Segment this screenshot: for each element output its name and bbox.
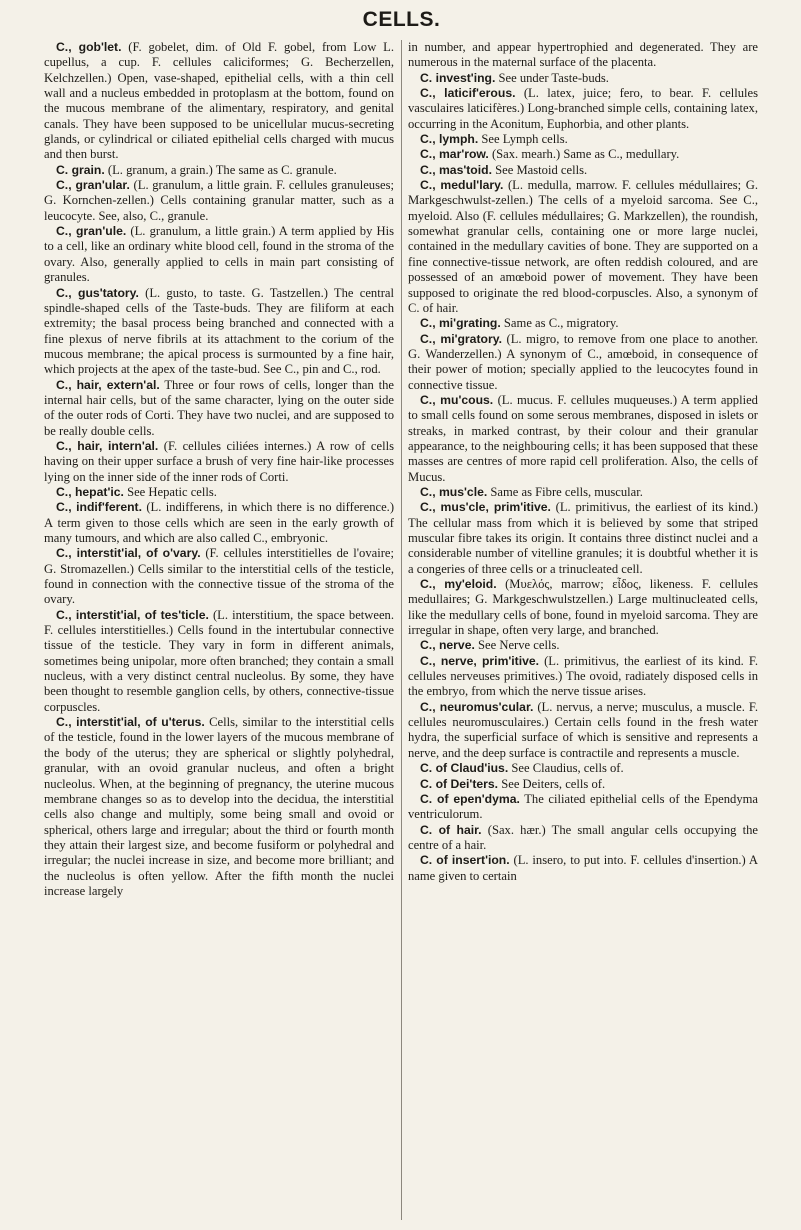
entry-definition: (L. primitivus, the earliest of its kind. F. cellules nerveuses primitives.) The ovoid, radiately disposed cells in the embryo, from which the nerve tissue arises. <box>408 653 758 699</box>
entry-headword: C. of Dei'ters. <box>420 776 499 791</box>
entry-headword: C., gran'ular. <box>56 178 130 193</box>
entry-headword: C., nerve, prim'itive. <box>420 653 540 668</box>
entry-headword: C., gus'tatory. <box>56 285 139 300</box>
entry-definition: (F. cellules interstitielles de l'ovaire; G. Stromazellen.) Cells similar to the interstitial cells of the testicle, found in connection with the connective tissue of the stroma of the ovary. <box>44 546 394 607</box>
dictionary-entry <box>408 777 758 792</box>
entry-headword: C. of insert'ion. <box>420 853 510 868</box>
entry-definition: (L. nervus, a nerve; musculus, a muscle. F. cellules neuromusculaires.) Certain cells found in the fresh water hydra, the superficial surface of which is sensitive and represents a nerve, and the deep surface is contractile and represents a muscle. <box>408 699 758 760</box>
dictionary-entry <box>44 286 394 378</box>
dictionary-entry <box>44 40 394 163</box>
entry-definition: See Hepatic cells. <box>123 484 217 499</box>
entry-headword: C., mi'gratory. <box>420 331 502 346</box>
dictionary-entry <box>408 393 758 485</box>
entry-headword: C., gob'let. <box>56 40 122 54</box>
entry-definition: Cells, similar to the interstitial cells of the testicle, found in the lower layers of the mucous membrane of the body of the uterus; they are spherical or slightly polyhedral, granular, with an ovoid granular nucleus, and often a bright nucleolus. When, at the beginning of pregnancy, the uterine mucous membrane changes so as to develop into the decidua, the interstitial cells also change and multiply, some being small and ovoid or spherical, others large and irregular; about the third or fourth month they attain their largest size, and become fusiform or polyhedral and irregular; the nuclei increase in size, and become more brilliant; and the nucleolus is often yellow. After the fifth month the nuclei increase largely <box>44 715 395 898</box>
entry-headword: C., medul'lary. <box>420 178 504 193</box>
entry-definition: See Deiters, cells of. <box>498 776 606 791</box>
dictionary-entry <box>408 163 758 178</box>
entry-definition: Same as C., migratory. <box>500 316 619 331</box>
columns <box>44 40 759 899</box>
entry-headword: C. invest'ing. <box>420 70 496 85</box>
page-header: CELLS. <box>362 8 441 31</box>
dictionary-entry <box>44 163 394 178</box>
dictionary-entry <box>408 40 758 71</box>
entry-headword: C., lymph. <box>420 132 479 147</box>
dictionary-entry <box>408 332 758 393</box>
entry-headword: C. of epen'dyma. <box>420 791 520 806</box>
entry-definition: See Claudius, cells of. <box>508 761 624 776</box>
entry-definition: (Μυελός, marrow; εἶδος, likeness. F. cellules medullaires; G. Markgeschwulstzellen.) Large multinucleated cells, like the medullary cells of bone, found in myeloid sarcoma. They are irregular in shape, often very large, and branched. <box>408 577 758 638</box>
entry-definition: (L. latex, juice; fero, to bear. F. cellules vasculaires laticifères.) Long-branched simple cells, containing latex, occurring in the Aconitum, Euphorbia, and other plants. <box>408 86 758 131</box>
entry-headword: C., hair, intern'al. <box>56 438 159 453</box>
dictionary-entry <box>408 86 758 132</box>
entry-headword: C., my'eloid. <box>420 577 497 592</box>
dictionary-entry <box>44 439 394 485</box>
entry-definition: Same as Fibre cells, muscular. <box>487 484 643 499</box>
entry-definition: (Sax. hær.) The small angular cells occupying the centre of a hair. <box>408 822 759 852</box>
entry-headword: C., laticif'erous. <box>420 86 516 101</box>
dictionary-entry <box>408 700 758 761</box>
dictionary-entry <box>408 71 758 86</box>
dictionary-entry <box>408 761 758 776</box>
entry-headword: C., mi'grating. <box>420 316 501 331</box>
dictionary-entry <box>44 224 394 285</box>
dictionary-entry <box>408 316 758 331</box>
dictionary-entry <box>44 178 394 224</box>
right-column <box>408 40 758 899</box>
entry-headword: C., mus'cle, prim'itive. <box>420 500 551 515</box>
dictionary-entry <box>408 500 758 577</box>
dictionary-entry <box>44 378 394 439</box>
dictionary-entry <box>408 823 758 854</box>
entry-definition: See Mastoid cells. <box>491 162 588 177</box>
dictionary-entry <box>408 792 758 823</box>
entry-definition: (L. insero, to put into. F. cellules d'insertion.) A name given to certain <box>408 853 758 883</box>
entry-definition: See under Taste-buds. <box>495 70 609 85</box>
entry-definition: Three or four rows of cells, longer than the internal hair cells, but of the same character, lying on the outer side of the outer rods of Corti. They have two nuclei, and are supposed to be really double cells. <box>44 377 394 438</box>
entry-headword: C., interstit'ial, of u'terus. <box>56 715 205 730</box>
dictionary-entry <box>44 485 394 500</box>
dictionary-entry <box>408 132 758 147</box>
entry-definition: (L. granulum, a little grain.) A term applied by His to a cell, like an ordinary white blood cell, found in the stroma of the ovary. Also, generally applied to cells in main part consisting of granules. <box>44 224 395 285</box>
entry-definition: (L. granulum, a little grain. F. cellules granuleuses; G. Kornchen-zellen.) Cells containing granular matter, such as a leucocyte. See, also, C., granule. <box>44 178 394 223</box>
dictionary-entry <box>408 638 758 653</box>
dictionary-entry <box>44 546 394 607</box>
dictionary-entry <box>408 178 758 316</box>
entry-definition: (L. migro, to remove from one place to another. G. Wanderzellen.) A synonym of C., amœboid, in consequence of their power of motion; specially applied to the leucocytes found in connective tissue. <box>408 331 758 392</box>
entry-headword: C. of hair. <box>420 822 482 837</box>
dictionary-entry <box>44 715 394 899</box>
entry-headword: C., hepat'ic. <box>56 484 124 499</box>
entry-definition: See Nerve cells. <box>474 638 560 653</box>
dictionary-entry <box>44 500 394 546</box>
entry-headword: C., mar'row. <box>420 147 489 162</box>
entry-definition: (L. primitivus, the earliest of its kind.) The cellular mass from which it is believed by some that striped muscular fibre takes its origin. It contains three distinct nuclei and a considerable number of vitelline granules; it is doubtful whether it is a congeries of three cells or a trinucleated cell. <box>408 500 758 576</box>
left-column <box>44 40 394 899</box>
entry-definition: (L. granum, a grain.) The same as C. granule. <box>104 162 337 177</box>
column-divider <box>401 40 402 1220</box>
entry-headword: C., mu'cous. <box>420 392 494 407</box>
entry-definition: (F. gobelet, dim. of Old F. gobel, from Low L. cupellus, a cup. F. cellules caliciformes; G. Becherzellen, Kelchzellen.) Open, vase-shaped, epithelial cells, with a thin cell wall and a nucleus embedded in protoplasm at the bottom, found on the mucous membrane of the alimentary, respiratory, and genital canals. They have been supposed to be unicellular mucus-secreting glands, or cylindrical or ciliated epithelial cells charged with mucus and then burst. <box>44 40 394 162</box>
entry-headword: C., indif'ferent. <box>56 500 143 515</box>
dictionary-entry <box>44 608 394 715</box>
entry-headword: C., interstit'ial, of o'vary. <box>56 546 201 561</box>
dictionary-entry <box>408 147 758 162</box>
entry-definition: (L. gusto, to taste. G. Tastzellen.) The central spindle-shaped cells of the Taste-buds. They are filiform at each extremity; the basal process being branched and connected with a fine plexus of nerve fibrils at its attachment to the corium of the mucous membrane; the apical process is surmounted by a fine hair, which projects at the apex of the taste-bud. See C., pin and C., rod. <box>44 285 394 377</box>
entry-headword: C., mas'toid. <box>420 162 492 177</box>
entry-definition: (F. cellules ciliées internes.) A row of cells having on their upper surface a brush of very fine hair-like processes lying on the inner side of the inner rods of Corti. <box>44 438 394 484</box>
entry-headword: C., interstit'ial, of tes'ticle. <box>56 607 209 622</box>
dictionary-entry <box>408 485 758 500</box>
entry-headword: C., hair, extern'al. <box>56 377 160 392</box>
entry-headword: C. grain. <box>56 162 105 177</box>
entry-headword: C., nerve. <box>420 638 475 653</box>
entry-headword: C., gran'ule. <box>56 224 127 239</box>
entry-headword: C., neuromus'cular. <box>420 699 534 714</box>
entry-definition: (Sax. mearh.) Same as C., medullary. <box>488 147 680 162</box>
entry-headword: C. of Claud'ius. <box>420 761 509 776</box>
entry-definition: The ciliated epithelial cells of the Ependyma ventriculorum. <box>408 791 759 822</box>
dictionary-entry <box>408 853 758 884</box>
entry-definition: (L. medulla, marrow. F. cellules médullaires; G. Markgeschwulst-zellen.) The cells of a myeloid sarcoma. See C., myeloid. Also (F. cellules médullaires; G. Markzellen), the roundish, somewhat granular cells, containing one or more large nuclei, contained in the medullary cavities of bone. They are supported on a fine connective-tissue network, are often reddish coloured, and are possessed of an amœboid power of movement. They have been supposed to originate the red blood-corpuscles. Also, a synonym of C. of hair. <box>408 178 758 315</box>
entry-headword: C., mus'cle. <box>420 484 488 499</box>
entry-definition: (L. mucus. F. cellules muqueuses.) A term applied to small cells found on some serous membranes, disposed in islets or streaks, in marked contrast, by their colour and their granular appearance, to the neighbouring cells; it has been supposed that these masses are centres of more rapid cell proliferation. Also, the cells of Mucus. <box>408 392 758 484</box>
entry-definition: in number, and appear hypertrophied and degenerated. They are numerous in the maternal surface of the placenta. <box>408 40 758 70</box>
entry-definition: (L. indifferens, in which there is no difference.) A term given to those cells which are seen in the early growth of many tumours, and which are also called C., embryonic. <box>44 500 395 545</box>
dictionary-entry <box>408 654 758 700</box>
entry-definition: (L. interstitium, the space between. F. cellules interstitielles.) Cells found in the intertubular connective tissue of the testicle. They vary in form in different animals, sometimes being unipolar, more often branched; they contain a small nucleus, with a very distinct central nucleolus. By some, they have been thought to resemble ganglion cells, by others, connective-tissue corpuscles. <box>44 607 394 714</box>
entry-definition: See Lymph cells. <box>478 132 568 147</box>
dictionary-entry <box>408 577 758 638</box>
